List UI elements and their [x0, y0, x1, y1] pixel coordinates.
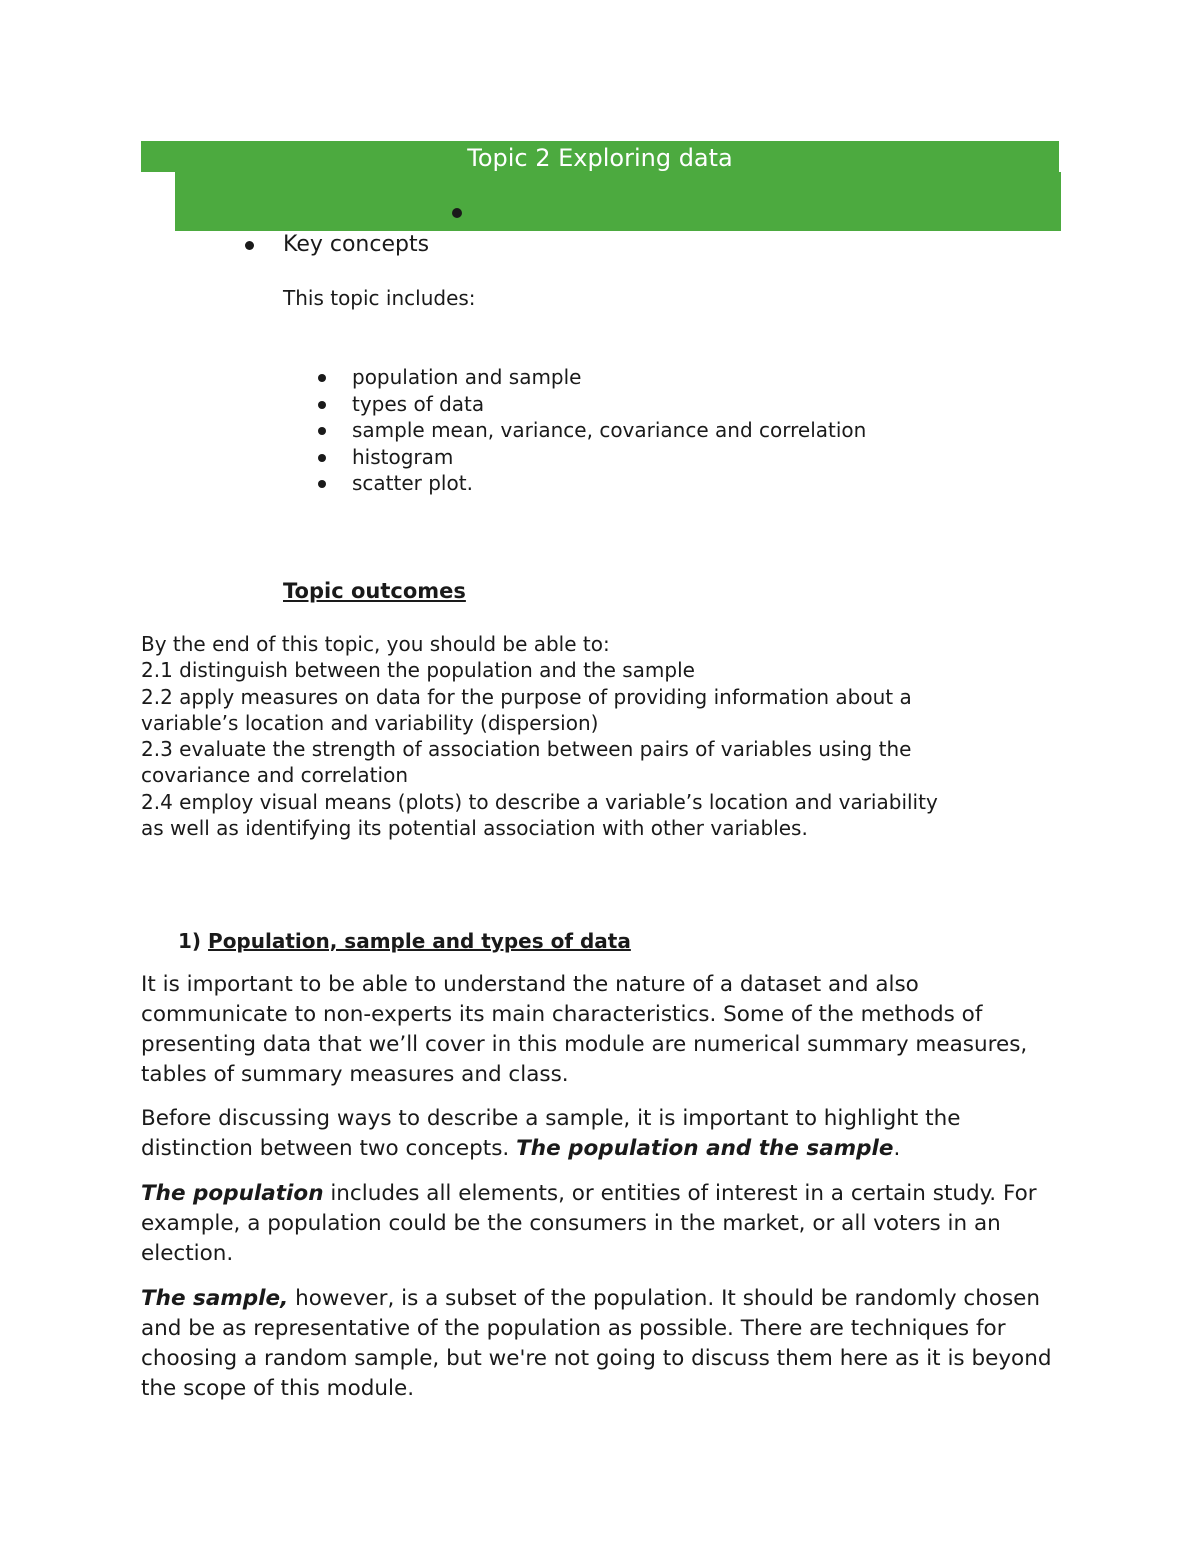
outcome-line: 2.4 employ visual means (plots) to describe a variable’s location and variability [141, 789, 938, 814]
outcome-line: 2.3 evaluate the strength of association between pairs of variables using the [141, 737, 912, 762]
outcome-line: By the end of this topic, you should be able to: [141, 632, 610, 656]
outcome-line: 2.1 distinguish between the population and the sample [141, 658, 695, 683]
section-title: Population, sample and types of data [208, 929, 631, 953]
paragraph-3: The population includes all elements, or entities of interest in a certain study. For example, a population could be the consumers in the market, or all voters in an election. [141, 1181, 1037, 1266]
banner-bullet-icon [452, 208, 462, 218]
paragraph-1: It is important to be able to understand the nature of a dataset and also communicate to non-experts its main characteristics. Some of the methods of presenting data that we’ll cover in this module are numerical summary measures, tables of summary measures and class. [141, 972, 1028, 1087]
list-item: histogram [318, 444, 866, 471]
section-heading [178, 927, 631, 955]
list-item: scatter plot. [318, 470, 866, 497]
outcome-line: variable’s location and variability (dispersion) [141, 710, 599, 735]
emphasis: The population and the sample [516, 1136, 894, 1161]
emphasis: The sample, [141, 1286, 289, 1311]
bullet-icon [318, 454, 326, 462]
key-concepts-bullet-icon [245, 241, 254, 250]
paragraph-2: Before discussing ways to describe a sample, it is important to highlight the distinction between two concepts. The population and the sample. [141, 1106, 961, 1161]
bullet-icon [318, 401, 326, 409]
bullet-icon [318, 374, 326, 382]
emphasis: The population [141, 1181, 324, 1206]
outcome-line: covariance and correlation [141, 763, 408, 788]
section-number: 1) [178, 929, 202, 953]
paragraph-4: The sample, however, is a subset of the population. It should be randomly chosen and be as representative of the population as possible. There are techniques for choosing a random sample, but we're not going to discuss them here as it is beyond the scope of this module. [141, 1286, 1052, 1401]
outcomes-list [141, 631, 1061, 841]
topic-list [318, 364, 866, 497]
list-item: population and sample [318, 364, 866, 391]
bullet-icon [318, 480, 326, 488]
outcome-line: 2.2 apply measures on data for the purpose of providing information about a [141, 684, 912, 709]
page-title: Topic 2 Exploring data [467, 144, 733, 172]
outcomes-heading: Topic outcomes [283, 579, 466, 603]
title-banner-lower [175, 172, 1061, 231]
outcome-line: as well as identifying its potential association with other variables. [141, 816, 808, 841]
list-item: sample mean, variance, covariance and correlation [318, 417, 866, 444]
key-concepts-heading: Key concepts [283, 232, 430, 257]
topic-intro: This topic includes: [283, 286, 476, 310]
list-item: types of data [318, 391, 866, 418]
bullet-icon [318, 427, 326, 435]
